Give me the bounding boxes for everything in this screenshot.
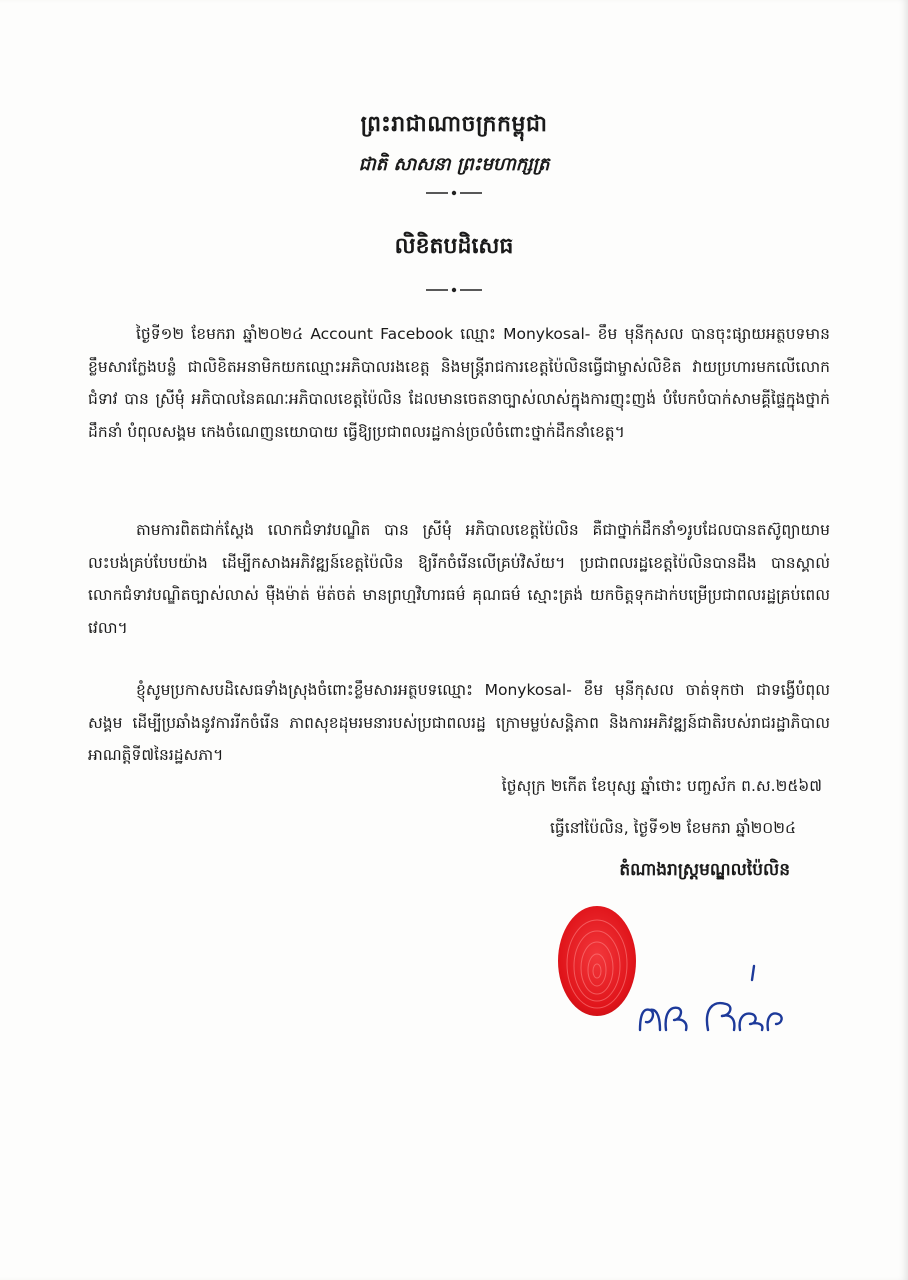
ornament-divider-top (0, 186, 908, 202)
ornament-icon (424, 285, 484, 295)
paragraph-2: តាមការពិតជាក់ស្តែង លោកជំទាវបណ្ឌិត បាន ស្រីមុំ អភិបាលខេត្តប៉ៃលិន គឺជាថ្នាក់ដឹកនាំ១រូបដែលបានតស៊ូព្យាយាម លះបង់គ្រប់បែបយ៉ាង ដើម្បីកសាងអភិវឌ្ឍន៍ខេត្តប៉ៃលិន ឱ្យរីកចំរើនលើគ្រប់វិស័យ។ ប្រជាពលរដ្ឋខេត្តប៉ៃលិនបានដឹង បានស្គាល់ លោកជំទាវបណ្ឌិតច្បាស់លាស់ ម៉ឺងម៉ាត់ ម៉ត់ចត់ មានព្រហ្មវិហារធម៌ គុណធម៌ ស្មោះត្រង់ យកចិត្តទុកដាក់បម្រើប្រជាពលរដ្ឋគ្រប់ពេលវេលា។ (88, 521, 830, 637)
kingdom-heading: ព្រះរាជាណាចក្រកម្ពុជា (360, 112, 548, 137)
paragraph-3: ខ្ញុំសូមប្រកាសបដិសេធទាំងស្រុងចំពោះខ្លឹមសារអត្ថបទឈ្មោះ Monykosal- ខឹម មុនីកុសល ចាត់ទុកថា ជាទង្វើបំពុលសង្គម ដើម្បីប្រឆាំងនូវការរីកចំរើន ភាពសុខដុមរមនារបស់ប្រជាពលរដ្ឋ ក្រោមម្លប់សន្តិភាព និងការអភិវឌ្ឍន៍ជាតិរបស់រាជរដ្ឋាភិបាលអាណត្តិទី៧នៃរដ្ឋសភា។ (88, 681, 830, 764)
ornament-divider-bottom (0, 283, 908, 299)
signing-authority: តំណាងរាស្ត្រមណ្ឌលប៉ៃលិន (619, 860, 790, 880)
place-and-date: ធ្វើនៅប៉ៃលិន, ថ្ងៃទី១២ ខែមករា ឆ្នាំ២០២៤ (549, 819, 796, 837)
lunar-date: ថ្ងៃសុក្រ ២កើត ខែបុស្ស ឆ្នាំថោះ បញ្ចស័ក ព.ស.២៥៦៧ (501, 777, 822, 795)
ornament-icon (424, 188, 484, 198)
paragraph-1: ថ្ងៃទី១២ ខែមករា ឆ្នាំ២០២៤ Account Facebook ឈ្មោះ Monykosal- ខឹម មុនីកុសល បានចុះផ្សាយអត្ថបទមានខ្លឹមសារក្លែងបន្លំ ជាលិខិតអនាមិកយកឈ្មោះអភិបាលរងខេត្ត និងមន្ត្រីរាជការខេត្តប៉ៃលិនធ្វើជាម្ចាស់លិខិត វាយប្រហារមកលើលោកជំទាវ បាន ស្រីមុំ អភិបាលនៃគណៈអភិបាលខេត្តប៉ៃលិន ដែលមានចេតនាច្បាស់លាស់ក្នុងការញុះញង់ បំបែកបំបាក់សាមគ្គីផ្ទៃក្នុងថ្នាក់ដឹកនាំ បំពុលសង្គម កេងចំណេញនយោបាយ ធ្វើឱ្យប្រជាពលរដ្ឋកាន់ច្រលំចំពោះថ្នាក់ដឹកនាំខេត្ត។ (88, 325, 830, 441)
fingerprint-seal-icon (556, 904, 638, 1018)
national-motto: ជាតិ សាសនា ព្រះមហាក្សត្រ (358, 154, 550, 175)
handwritten-signature-icon (630, 958, 790, 1038)
document-title: លិខិតបដិសេធ (394, 234, 514, 259)
